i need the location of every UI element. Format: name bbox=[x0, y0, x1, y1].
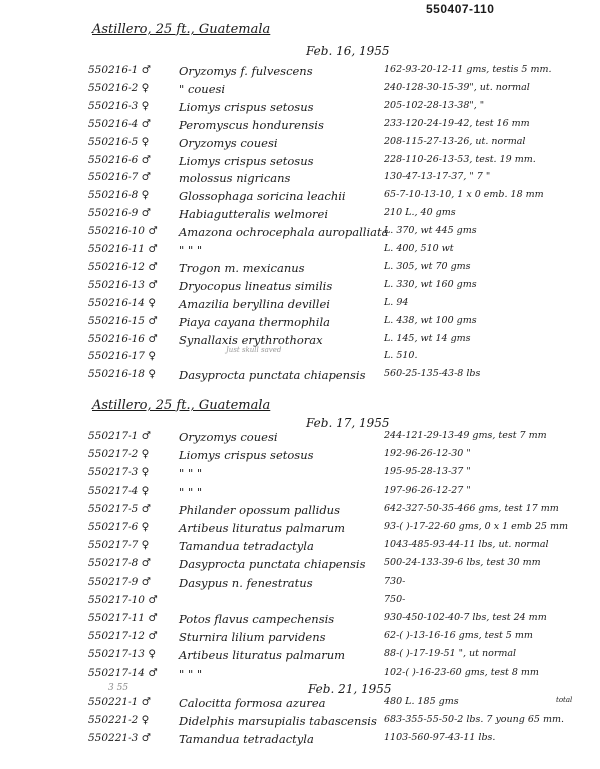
measurements: 560-25-135-43-8 lbs bbox=[384, 368, 481, 380]
specimen-row bbox=[0, 503, 600, 521]
specimen-row bbox=[0, 557, 600, 575]
catalog-number: 550217-2 ♀ bbox=[88, 448, 150, 461]
catalog-number: 550217-12 ♂ bbox=[88, 630, 158, 643]
species-name: Dryocopus lineatus similis bbox=[179, 278, 333, 293]
section-heading-2: Astillero, 25 ft., Guatemala bbox=[92, 398, 271, 413]
catalog-number: 550216-4 ♂ bbox=[88, 117, 152, 130]
catalog-number: 550216-2 ♀ bbox=[88, 81, 150, 94]
measurements: 88-( )-17-19-51 ", ut normal bbox=[384, 648, 517, 660]
specimen-row bbox=[0, 207, 600, 225]
catalog-number: 550221-2 ♀ bbox=[88, 714, 150, 726]
species-name: Habiagutteralis welmorei bbox=[179, 207, 329, 222]
measurements: L. 94 bbox=[384, 296, 409, 308]
measurements: 62-( )-13-16-16 gms, test 5 mm bbox=[384, 630, 533, 642]
species-name: " " " bbox=[179, 466, 203, 481]
catalog-number: 550216-9 ♂ bbox=[88, 207, 152, 220]
measurements: L. 330, wt 160 gms bbox=[384, 278, 477, 290]
species-name: Liomys crispus setosus bbox=[179, 448, 314, 463]
species-name: Synallaxis erythrothorax bbox=[179, 332, 323, 347]
catalog-number: 550216-16 ♂ bbox=[88, 332, 158, 345]
species-name: Glossophaga soricina leachii bbox=[179, 189, 346, 204]
species-name: Tamandua tetradactyla bbox=[179, 539, 314, 554]
catalog-number: 550216-8 ♀ bbox=[88, 189, 150, 202]
species-name: Didelphis marsupialis tabascensis bbox=[179, 714, 377, 728]
catalog-number: 550216-14 ♀ bbox=[88, 296, 157, 309]
measurements: 208-115-27-13-26, ut. normal bbox=[384, 135, 526, 147]
species-name: Peromyscus hondurensis bbox=[179, 117, 324, 132]
species-name: Liomys crispus setosus bbox=[179, 99, 314, 114]
measurements: 642-327-50-35-466 gms, test 17 mm bbox=[384, 502, 559, 514]
measurements: L. 370, wt 445 gms bbox=[384, 225, 477, 237]
catalog-number: 550216-10 ♂ bbox=[88, 225, 158, 238]
species-name: " " " bbox=[179, 484, 203, 499]
species-name: Oryzomys couesi bbox=[179, 430, 278, 444]
measurements: 480 L. 185 gms bbox=[384, 696, 459, 707]
species-name: Amazilia beryllina devillei bbox=[179, 296, 330, 311]
section-date-3: Feb. 21, 1955 bbox=[308, 682, 392, 696]
specimen-row bbox=[0, 315, 600, 333]
specimen-row bbox=[0, 466, 600, 484]
measurements: 730- bbox=[384, 575, 406, 587]
catalog-number: 550217-5 ♂ bbox=[88, 502, 152, 515]
measurements: 210 L., 40 gms bbox=[384, 207, 456, 219]
catalog-number: 550217-6 ♀ bbox=[88, 521, 150, 533]
catalog-number: 550221-1 ♂ bbox=[88, 696, 152, 708]
measurements: 195-95-28-13-37 " bbox=[384, 466, 471, 478]
species-name: Dasyprocta punctata chiapensis bbox=[179, 557, 366, 572]
catalog-number: 550217-14 ♂ bbox=[88, 666, 158, 679]
measurements: 197-96-26-12-27 " bbox=[384, 484, 471, 496]
catalog-number: 550217-10 ♂ bbox=[88, 593, 158, 606]
catalog-number: 550217-11 ♂ bbox=[88, 612, 158, 624]
species-name: Dasyprocta punctata chiapensis bbox=[179, 368, 366, 383]
specimen-row bbox=[0, 667, 600, 685]
measurements: 233-120-24-19-42, test 16 mm bbox=[384, 117, 530, 129]
measurements: 930-450-102-40-7 lbs, test 24 mm bbox=[384, 612, 547, 623]
catalog-number: 550217-8 ♂ bbox=[88, 557, 152, 570]
section-date-1: Feb. 16, 1955 bbox=[306, 44, 390, 58]
species-name: Trogon m. mexicanus bbox=[179, 260, 305, 275]
catalog-number: 550216-17 ♀ bbox=[88, 350, 157, 363]
specimen-row bbox=[0, 171, 600, 189]
measurements: 205-102-28-13-38", " bbox=[384, 99, 485, 111]
measurements: 65-7-10-13-10, 1 x 0 emb. 18 mm bbox=[384, 189, 544, 201]
specimen-row bbox=[0, 100, 600, 118]
measurements: 93-( )-17-22-60 gms, 0 x 1 emb 25 mm bbox=[384, 521, 569, 532]
catalog-number: 550217-13 ♀ bbox=[88, 648, 157, 661]
measurements: 1103-560-97-43-11 lbs. bbox=[384, 732, 496, 743]
measurements: L. 400, 510 wt bbox=[384, 243, 454, 254]
catalog-number: 550217-9 ♂ bbox=[88, 575, 152, 588]
specimen-row bbox=[0, 225, 600, 243]
specimen-row bbox=[0, 297, 600, 315]
species-name: Oryzomys couesi bbox=[179, 135, 278, 150]
species-name: Artibeus lituratus palmarum bbox=[179, 648, 346, 663]
measurements: L. 510. bbox=[384, 350, 418, 362]
catalog-number: 550216-6 ♂ bbox=[88, 153, 152, 166]
species-name: Liomys crispus setosus bbox=[179, 153, 314, 168]
species-name: " " " bbox=[179, 666, 203, 681]
measurements: L. 438, wt 100 gms bbox=[384, 314, 477, 326]
specimen-row bbox=[0, 350, 600, 368]
measurements: 240-128-30-15-39", ut. normal bbox=[384, 81, 530, 93]
specimen-row bbox=[0, 448, 600, 466]
catalog-number: 550216-11 ♂ bbox=[88, 243, 158, 255]
specimen-row bbox=[0, 333, 600, 351]
measurements: 228-110-26-13-53, test. 19 mm. bbox=[384, 153, 536, 165]
catalog-number: 550216-15 ♂ bbox=[88, 314, 158, 327]
measurements: 192-96-26-12-30 " bbox=[384, 448, 471, 460]
catalog-number: 550217-4 ♀ bbox=[88, 484, 150, 497]
specimen-row bbox=[0, 118, 600, 136]
catalog-number: 550216-1 ♂ bbox=[88, 64, 152, 76]
specimen-row bbox=[0, 576, 600, 594]
section-heading-1: Astillero, 25 ft., Guatemala bbox=[92, 22, 271, 37]
specimen-row bbox=[0, 612, 600, 630]
section-date-2: Feb. 17, 1955 bbox=[306, 416, 390, 430]
catalog-number: 550216-13 ♂ bbox=[88, 278, 158, 291]
species-name: Piaya cayana thermophila bbox=[179, 314, 330, 329]
specimen-row bbox=[0, 521, 600, 539]
specimen-row bbox=[0, 630, 600, 648]
species-name: Philander opossum pallidus bbox=[179, 502, 340, 517]
species-name: Tamandua tetradactyla bbox=[179, 732, 314, 746]
species-name: " " " bbox=[179, 243, 203, 257]
specimen-row bbox=[0, 648, 600, 666]
specimen-row bbox=[0, 154, 600, 172]
specimen-row bbox=[0, 539, 600, 557]
catalog-number: 550216-12 ♂ bbox=[88, 260, 158, 273]
specimen-row bbox=[0, 368, 600, 386]
specimen-row bbox=[0, 732, 600, 750]
catalog-number: 550216-5 ♀ bbox=[88, 135, 150, 148]
measurements: 102-( )-16-23-60 gms, test 8 mm bbox=[384, 666, 539, 678]
species-name: Potos flavus campechensis bbox=[179, 612, 335, 626]
species-name: " couesi bbox=[179, 81, 226, 96]
measurements: 1043-485-93-44-11 lbs, ut. normal bbox=[384, 539, 549, 551]
specimen-row bbox=[0, 261, 600, 279]
catalog-number: 550216-18 ♀ bbox=[88, 368, 157, 381]
specimen-row bbox=[0, 714, 600, 732]
measurements: 244-121-29-13-49 gms, test 7 mm bbox=[384, 430, 547, 441]
measurements: 683-355-55-50-2 lbs. 7 young 65 mm. bbox=[384, 714, 565, 725]
species-name: Artibeus lituratus palmarum bbox=[179, 521, 346, 535]
measurements: 500-24-133-39-6 lbs, test 30 mm bbox=[384, 557, 541, 569]
specimen-row bbox=[0, 430, 600, 448]
specimen-row bbox=[0, 243, 600, 261]
specimen-row bbox=[0, 594, 600, 612]
species-name: Amazona ochrocephala auropalliata bbox=[179, 225, 389, 240]
measurements: L. 145, wt 14 gms bbox=[384, 332, 471, 344]
catalog-number: 550216-7 ♂ bbox=[88, 171, 152, 184]
measurements: 162-93-20-12-11 gms, testis 5 mm. bbox=[384, 64, 552, 75]
measurements: 130-47-13-17-37, " 7 " bbox=[384, 171, 491, 183]
measurements: 750- bbox=[384, 593, 406, 605]
total-note: total bbox=[556, 696, 573, 704]
species-name: Sturnira lilium parvidens bbox=[179, 630, 326, 645]
catalog-number: 550217-7 ♀ bbox=[88, 539, 150, 552]
specimen-row bbox=[0, 279, 600, 297]
specimen-row bbox=[0, 136, 600, 154]
catalog-number: 550217-3 ♀ bbox=[88, 466, 150, 479]
specimen-row bbox=[0, 696, 600, 714]
catalog-number: 550217-1 ♂ bbox=[88, 430, 152, 442]
species-name: Oryzomys f. fulvescens bbox=[179, 64, 313, 78]
specimen-row bbox=[0, 189, 600, 207]
catalog-number: 550221-3 ♂ bbox=[88, 732, 152, 744]
specimen-row bbox=[0, 64, 600, 82]
species-name: Calocitta formosa azurea bbox=[179, 696, 326, 710]
skull-note: Just skull saved bbox=[226, 346, 282, 354]
species-name: Dasypus n. fenestratus bbox=[179, 575, 313, 590]
page-number: 550407-110 bbox=[426, 2, 495, 16]
catalog-number: 550216-3 ♀ bbox=[88, 99, 150, 112]
specimen-row bbox=[0, 82, 600, 100]
measurements: L. 305, wt 70 gms bbox=[384, 260, 471, 272]
stray-mark: 3 55 bbox=[108, 683, 129, 693]
specimen-row bbox=[0, 485, 600, 503]
species-name: molossus nigricans bbox=[179, 171, 291, 186]
